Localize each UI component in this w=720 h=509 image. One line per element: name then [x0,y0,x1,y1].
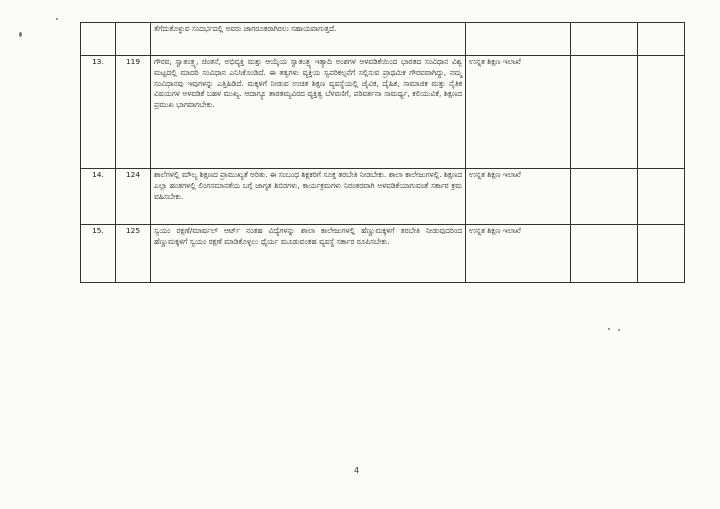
empty-cell [571,225,638,283]
department-cell: ಉನ್ನತ ಶಿಕ್ಷಣ ಇಲಾಖೆ [466,169,571,225]
empty-cell [638,23,685,56]
table-row [81,225,685,283]
serial-number-cell: 13. [81,56,116,169]
empty-cell [571,23,638,56]
point-number-cell: 124 [116,169,151,225]
department-cell: ಉನ್ನತ ಶಿಕ್ಷಣ ಇಲಾಖೆ [466,225,571,283]
empty-cell [638,169,685,225]
recommendation-text-cell: ಗೌರವ, ಸ್ವಾತಂತ್ರ್ಯ, ಚಿಂತನೆ, ಅಭಿವ್ಯಕ್ತಿ ಮತ್ತು ಆಯ್ಕೆಯ ಸ್ವಾತಂತ್ರ್ಯ ಇತ್ಯಾದಿ ಅಂಶಗಳ ಅಳವಡಿಕೆಯಿಂದ ಭಾರತದ ಸಂವಿಧಾನ ವಿಶ್ವ ಮಟ್ಟದಲ್ಲಿ ಮಾದರಿ ಸಂವಿಧಾನ ಎನಿಸಿಕೊಂಡಿದೆ. ಈ ತತ್ವಗಳು ವ್ಯಕ್ತಿಯ ಸ್ವಪರಿಕಲ್ಪನೆಗೆ ಸಲ್ಲಿಸುವ ಪ್ರಾಥಮಿಕ ಗೌರವವಾಗಿದ್ದು, ನಮ್ಮ ಸಂವಿಧಾನವು ಇವುಗಳನ್ನು ಎತ್ತಿಹಿಡಿದೆ. ಮಕ್ಕಳಿಗೆ ನೀಡುವ ಉಚಿತ ಶಿಕ್ಷಣ ವ್ಯವಸ್ಥೆಯಲ್ಲಿ ಜೈವಿಕ, ದೈಹಿಕ, ಸಾಮಾಜಿಕ ಮತ್ತು ನೈತಿಕ ವಿಷಯಗಳ ಅಳವಡಿಕೆ ಬಹಳ ಮುಖ್ಯ. ಆದಾಗ್ಯೂ ತಾರತಮ್ಯವಿರದ ವ್ಯಕ್ತಿತ್ವ ಬೆಳವಣಿಗೆ, ಪರಿವರ್ತನಾ ಸಾಮರ್ಥ್ಯ, ಕಲಿಯುವಿಕೆ, ಶಿಕ್ಷಣದ ಪ್ರಮುಖ ಭಾಗವಾಗಬೇಕು. [151,56,466,169]
point-number-cell [116,23,151,56]
table-row [81,169,685,225]
department-cell [466,23,571,56]
empty-cell [571,56,638,169]
table-row [81,23,685,56]
empty-cell [638,225,685,283]
recommendations-table [80,22,685,283]
scan-speck [19,32,22,37]
serial-number-cell: 14. [81,169,116,225]
recommendation-text-cell: ಸ್ವಯಂ ರಕ್ಷಣೆ/ಮಾರ್ಷಲ್ ಆರ್ಟ್ ನಂತಹ ವಿದ್ಯೆಗಳನ್ನು ಶಾಲಾ ಕಾಲೇಜುಗಳಲ್ಲಿ ಹೆಣ್ಣುಮಕ್ಕಳಿಗೆ ತರಬೇತಿ ನೀಡುವುದರಿಂದ ಹೆಣ್ಣುಮಕ್ಕಳಿಗೆ ಸ್ವಯಂ ರಕ್ಷಣೆ ಮಾಡಿಕೊಳ್ಳಲು ಧೈರ್ಯ ಮೂಡುವಂತಹ ವ್ಯವಸ್ಥೆ ಸರ್ಕಾರ ರೂಪಿಸಬೇಕು. [151,225,466,283]
empty-cell [638,56,685,169]
page-number: 4 [354,466,360,475]
point-number-cell: 125 [116,225,151,283]
department-cell: ಉನ್ನತ ಶಿಕ್ಷಣ ಇಲಾಖೆ [466,56,571,169]
serial-number-cell: 15. [81,225,116,283]
empty-cell [571,169,638,225]
recommendation-text-cell: ಶಾಲೆಗಳಲ್ಲಿ ಮೌಲ್ಯ ಶಿಕ್ಷಣದ ಪ್ರಾಮುಖ್ಯತೆ ಅರಿತು. ಈ ಸಂಬಂಧ ಶಿಕ್ಷಕರಿಗೆ ಸೂಕ್ತ ತರಬೇತಿ ನೀಡಬೇಕು. ಶಾಲಾ ಕಾಲೇಜುಗಳಲ್ಲಿ. ಶಿಕ್ಷಣದ ಎಲ್ಲಾ ಹಂತಗಳಲ್ಲಿ ಲಿಂಗಸಮಾನತೆಯ ಬಗ್ಗೆ ಜಾಗೃತ ಶಿಬಿರಗಳು, ಕಾರ್ಯಕ್ರಮಗಳು ನಿರಂತರವಾಗಿ ಅಳವಡಿಕೆಯಾಗುವಂತೆ ಸರ್ಕಾರ ಕ್ರಮ ವಹಿಸಬೇಕು. [151,169,466,225]
table-row [81,56,685,169]
scan-speck [56,18,58,20]
scan-speck [608,328,610,330]
scan-speck [618,329,620,331]
serial-number-cell [81,23,116,56]
point-number-cell: 119 [116,56,151,169]
recommendation-text-cell: ತೆಗೆದುಕೊಳ್ಳುವ ಸಂದರ್ಭದಲ್ಲಿ ಅವರು ಜಾಗರೂಕರಾಗಿರಲು ಸಹಾಯವಾಗುತ್ತದೆ. [151,23,466,56]
